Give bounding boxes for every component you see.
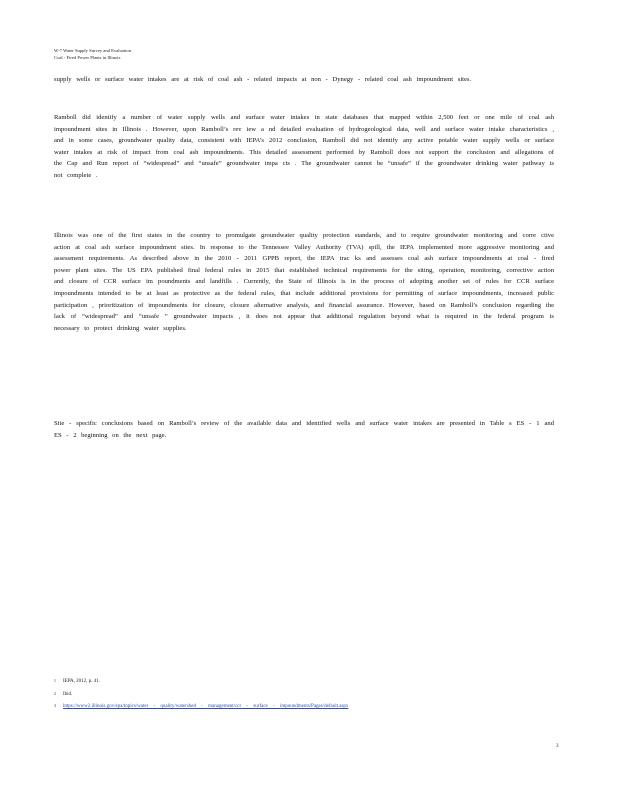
document-header [54, 47, 214, 61]
footnote-1 [54, 678, 434, 687]
footnote-1-mark: 1 [54, 679, 56, 683]
paragraph-4: Site - specific conclusions based on Ramboll’s review of the available data and identified wells and surface water intakes are presented in Table s ES - 1 and ES - 2 beginning on the next page. [54, 420, 554, 439]
header-title-line-1: W-7 Water Supply Survey and Evaluation [54, 48, 131, 53]
header-title-line-2: Coal - Fired Power Plants in Illinois [54, 55, 121, 60]
paragraph-2: Ramboll did identify a number of water supply wells and surface water intakes in state databases that mapped within 2,500 feet or one mile of coal ash impoundment sites in Illinois . However, upon Ramboll’s rev iew a nd detailed evaluation of hydrogeological data, well and surface water intake characteristics , and in some cases, groundwater quality data, consistent with IEPA’s 2012 conclusion, Ramboll did not identify any active potable water supply wells or surface water intakes at risk of impact from coal ash impoundments. This detailed assessment performed by Ramboll does not support the conclusion and allegations of the Cap and Run report of “widespread” and “unsafe” groundwater impa cts . The groundwater cannot be “unsafe” if the groundwater drinking water pathway is not complete . [54, 114, 554, 179]
paragraph-1: supply wells or surface water intakes are at risk of coal ash - related impacts at non - Dynegy - related coal ash impoundment sites. [54, 76, 472, 83]
footnote-2 [54, 691, 434, 700]
footnote-3-link[interactable]: https://www2.illinois.gov/epa/topics/water - quality/watershed - management/ccr - surface - impoundments/Pages/default.aspx [63, 704, 349, 709]
footnote-1-text: IEPA, 2012, p. 41. [63, 679, 100, 684]
footnote-2-text: Ibid. [63, 691, 73, 697]
paragraph-3: Illinois was one of the first states in the country to promulgate groundwater quality protection standards, and to require groundwater monitoring and corre ctive action at coal ash surface impoundment sites. In response to the Tennessee Valley Authority (TVA) spill, the IEPA implemented more aggressive monitoring and assessment requirements. As described above in the 2010 - 2011 GPPB report, the IEPA trac ks and assesses coal ash surface impoundments at coal - fired power plant sites. The US EPA published final federal rules in 2015 that established technical requirements for the siting, operation, monitoring, corrective action and closure of CCR surface im poundments and landfills . Currently, the State of Illinois is in the process of adopting another set of rules for CCR surface impoundments intended to be at least as protective as the federal rules, that include additional provisions for permitting of surface impoundments, increased public participation , prioritization of impoundments for closure, closure alternative analysis, and financial assurance. However, based on Ramboll’s conclusion regarding the lack of “widespread” and “unsafe ” groundwater impacts , it does not appear that additional regulation beyond what is required in the federal program is necessary to protect drinking water supplies. [54, 232, 554, 332]
footnote-3 [54, 703, 434, 712]
footnote-3-mark: 3 [54, 704, 56, 708]
page-number: 3 [556, 744, 559, 749]
footnote-2-mark: 2 [54, 691, 56, 696]
footnotes [54, 678, 434, 716]
